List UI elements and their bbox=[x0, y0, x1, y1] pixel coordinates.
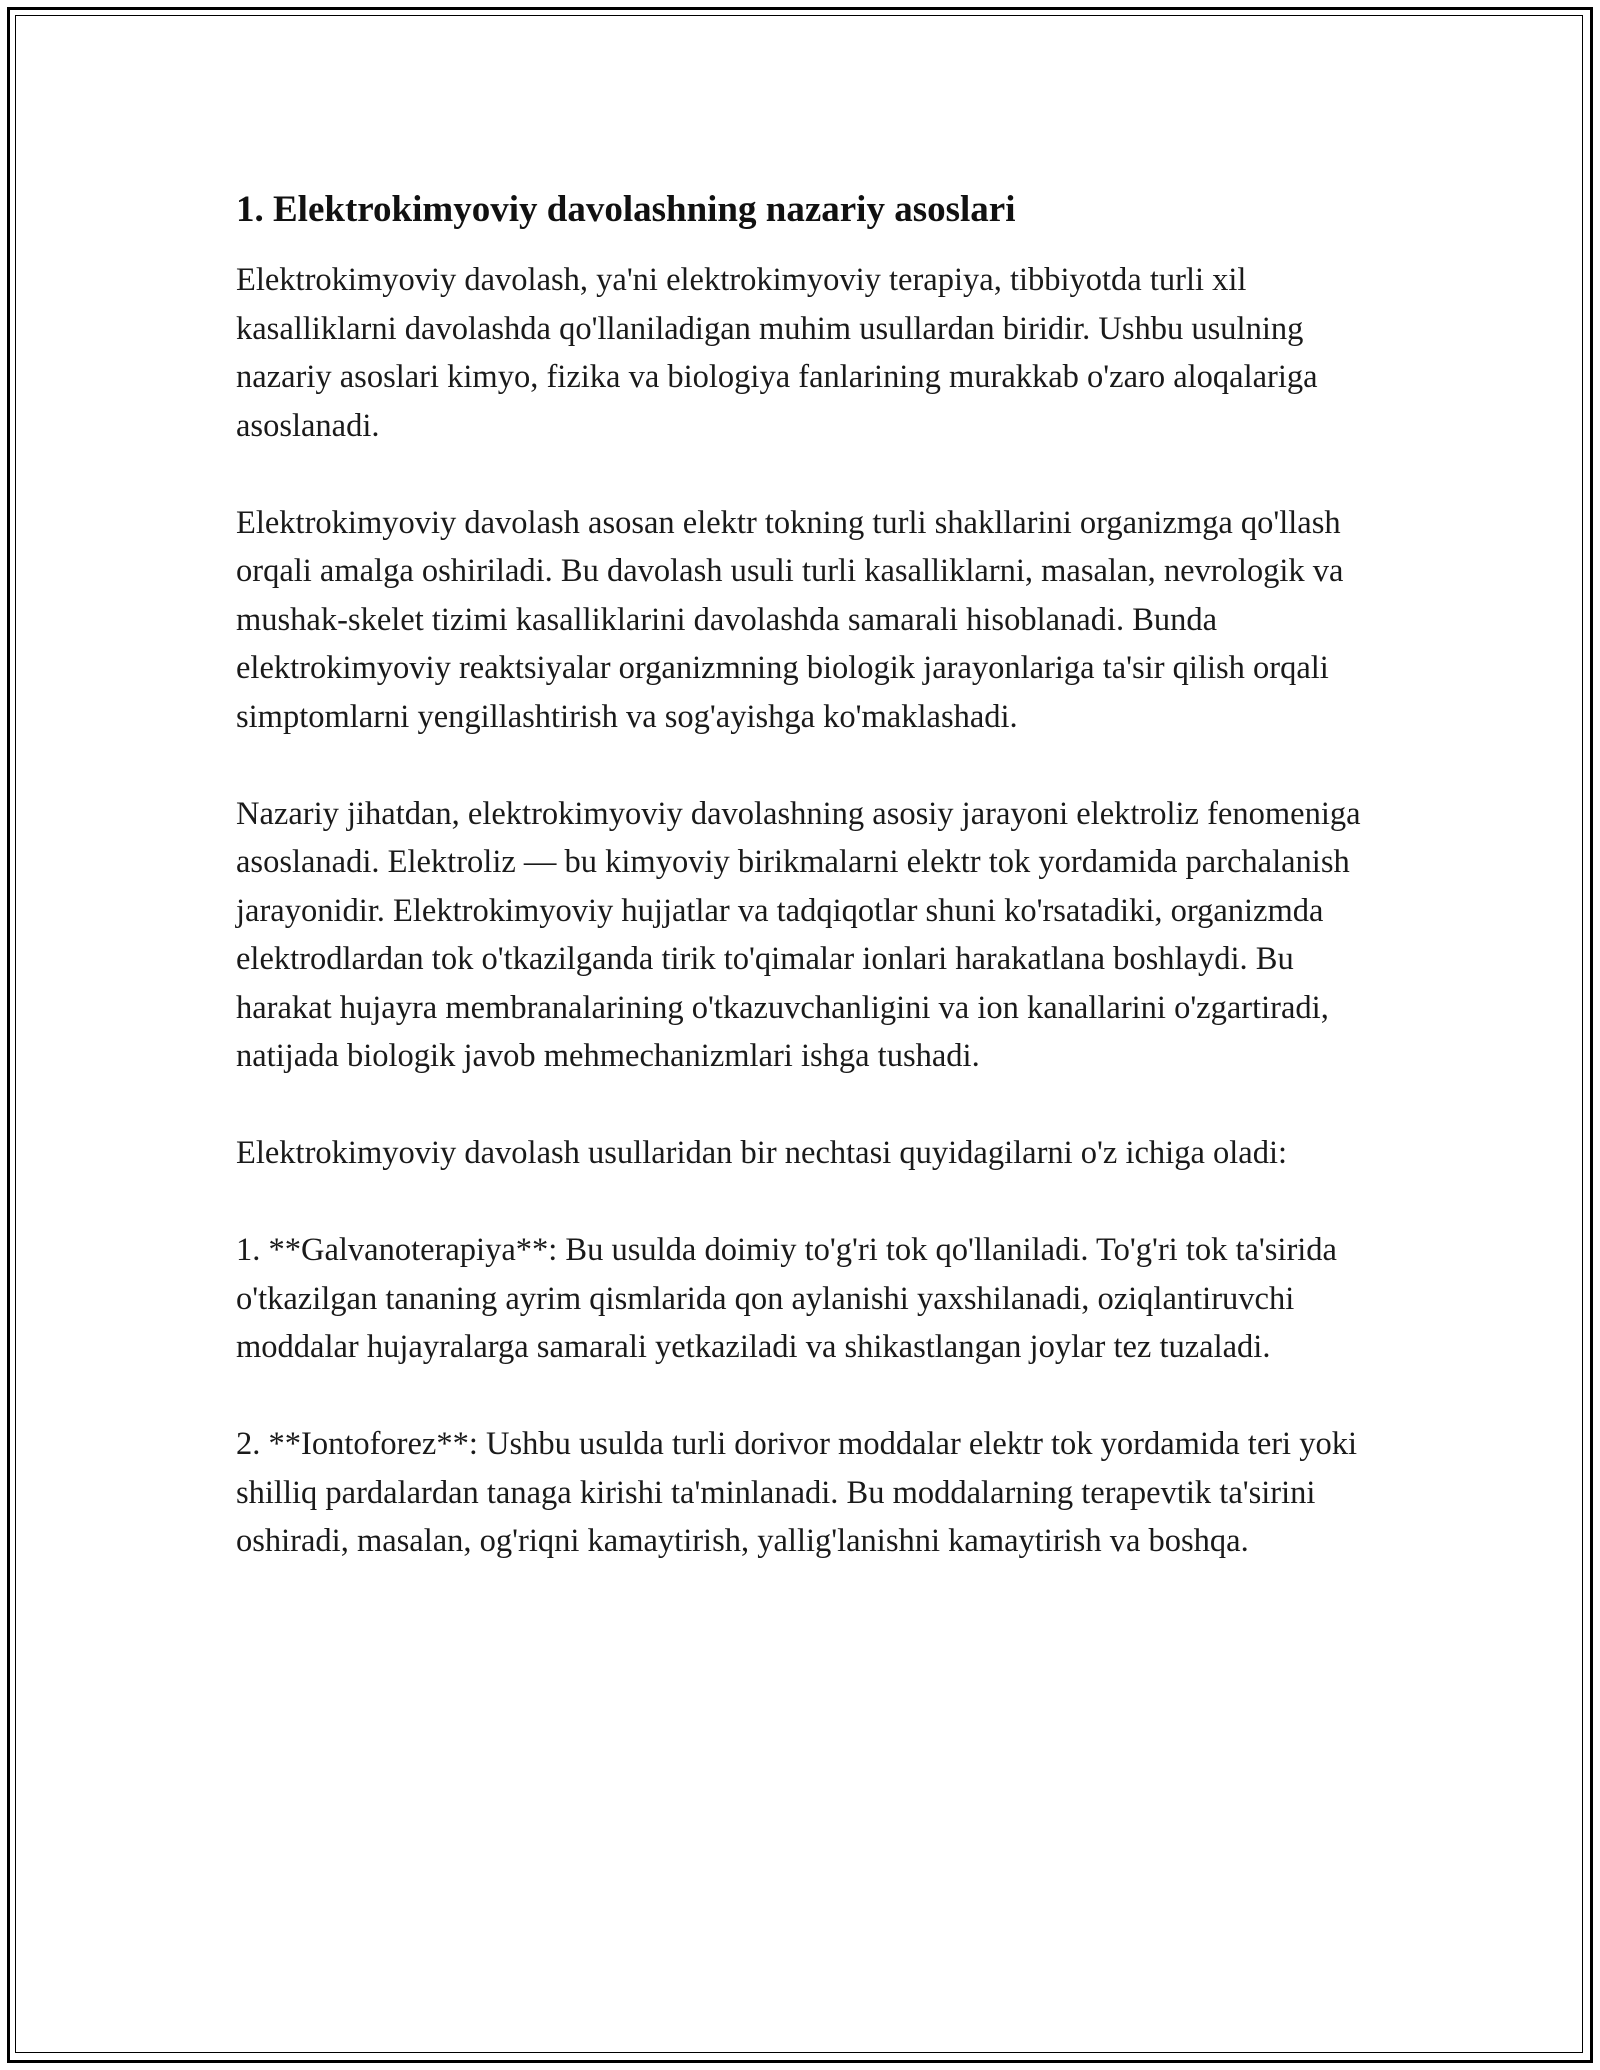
document-body bbox=[236, 186, 1378, 1614]
section-heading: 1. Elektrokimyoviy davolashning nazariy asoslari bbox=[236, 189, 1016, 230]
list-item-galvanotherapy: 1. **Galvanoterapiya**: Bu usulda doimiy to'g'ri tok qo'llaniladi. To'g'ri tok ta'sirida o'tkazilgan tananing ayrim qismlarida qon aylanishi yaxshilanadi, oziqlantiruvchi moddalar hujayralarga samarali yetkaziladi va shikastlangan joylar tez tuzaladi. bbox=[236, 1232, 1337, 1365]
list-item-iontophoresis: 2. **Iontoforez**: Ushbu usulda turli dorivor moddalar elektr tok yordamida teri yoki shilliq pardalardan tanaga kirishi ta'minlanadi. Bu moddalarning terapevtik ta'sirini oshiradi, masalan, og'riqni kamaytirish, yallig'lanishni kamaytirish va boshqa. bbox=[236, 1426, 1357, 1559]
paragraph-methods-intro: Elektrokimyoviy davolash usullaridan bir nechtasi quyidagilarni o'z ichiga oladi: bbox=[236, 1135, 1288, 1171]
paragraph-application: Elektrokimyoviy davolash asosan elektr tokning turli shakllarini organizmga qo'llash orqali amalga oshiriladi. Bu davolash usuli turli kasalliklarni, masalan, nevrologik va mushak-skelet tizimi kasalliklarini davolashda samarali hisoblanadi. Bunda elektrokimyoviy reaktsiyalar organizmning biologik jarayonlariga ta'sir qilish orqali simptomlarni yengillashtirish va sog'ayishga ko'maklashadi. bbox=[236, 504, 1344, 735]
paragraph-electrolysis: Nazariy jihatdan, elektrokimyoviy davolashning asosiy jarayoni elektroliz fenomeniga asoslanadi. Elektroliz — bu kimyoviy birikmalarni elektr tok yordamida parchalanish jarayonidir. Elektrokimyoviy hujjatlar va tadqiqotlar shuni ko'rsatadiki, organizmda elektrodlardan tok o'tkazilganda tirik to'qimalar ionlari harakatlana boshlaydi. Bu harakat hujayra membranalarining o'tkazuvchanligini va ion kanallarini o'zgartiradi, natijada biologik javob mehmechanizmlari ishga tushadi. bbox=[236, 795, 1361, 1074]
paragraph-intro: Elektrokimyoviy davolash, ya'ni elektrokimyoviy terapiya, tibbiyotda turli xil kasalliklarni davolashda qo'llaniladigan muhim usullardan biridir. Ushbu usulning nazariy asoslari kimyo, fizika va biologiya fanlarining murakkab o'zaro aloqalariga asoslanadi. bbox=[236, 262, 1318, 444]
